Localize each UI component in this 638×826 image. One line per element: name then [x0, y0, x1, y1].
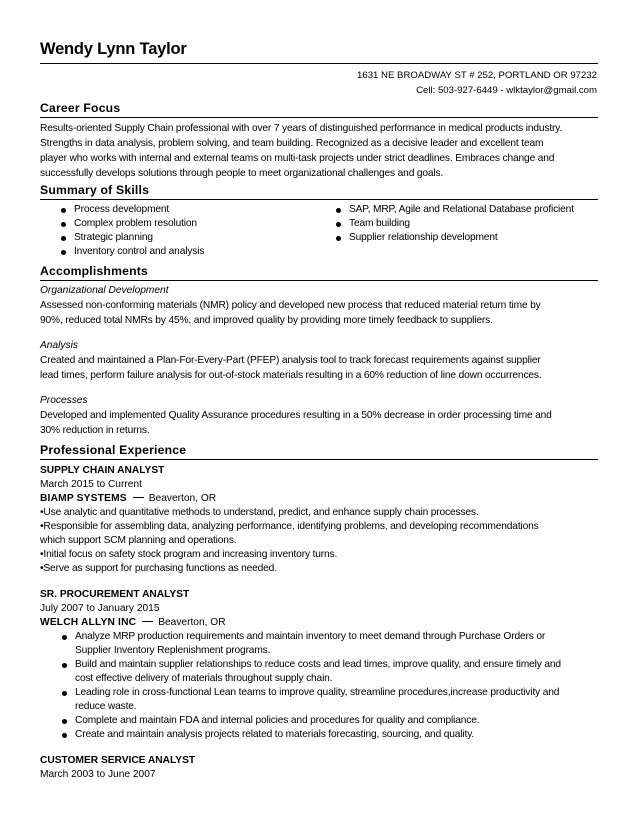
- job-bullet: Analyze MRP production requirements and maintain inventory to meet demand through Purchase Orders or Supplier Inventory Replenishment programs.: [40, 630, 598, 658]
- dash-separator: [142, 621, 153, 622]
- career-focus-text: [40, 118, 598, 181]
- section-heading-accomplishments: Accomplishments: [40, 264, 598, 281]
- experience-section: [40, 443, 598, 782]
- accomplishment-subheading: Organizational Development: [40, 285, 169, 296]
- address-line: 1631 NE BROADWAY ST # 252, PORTLAND OR 97232: [357, 70, 597, 81]
- bullet-icon: [61, 236, 66, 241]
- accomplishment-item: [40, 339, 598, 383]
- accomplishment-subheading: Processes: [40, 395, 88, 406]
- company-name: WELCH ALLYN INC: [40, 617, 137, 628]
- job-bullet: Leading role in cross-functional Lean teams to improve quality, streamline procedures,increase productivity and reduce waste.: [40, 686, 598, 714]
- contact-block: [357, 69, 597, 98]
- job-title: SUPPLY CHAIN ANALYST: [40, 465, 165, 476]
- job-company-line: [40, 616, 598, 630]
- bullet-icon: [336, 236, 341, 241]
- section-heading-skills: Summary of Skills: [40, 183, 598, 200]
- bullet-icon: [61, 250, 66, 255]
- accomplishment-item: [40, 394, 598, 438]
- job-duty-line: •Initial focus on safety stock program and increasing inventory turns.: [40, 549, 338, 560]
- company-location: Beaverton, OR: [148, 493, 217, 504]
- bullet-icon: [62, 635, 67, 640]
- job-dates: July 2007 to January 2015: [40, 603, 160, 614]
- job-duty-line: •Responsible for assembling data, analyzing performance, identifying problems, and developing recommendations: [40, 521, 539, 532]
- accomplishment-line: Created and maintained a Plan-For-Every-Part (PFEP) analysis tool to track forecast requirements against supplier: [40, 355, 541, 366]
- company-location: Beaverton, OR: [158, 617, 226, 628]
- bullet-icon: [62, 691, 67, 696]
- accomplishment-line: Assessed non-conforming materials (NMR) policy and developed new process that reduced material return time by: [40, 300, 541, 311]
- accomplishment-line: Developed and implemented Quality Assurance procedures resulting in a 50% decrease in order processing time and: [40, 410, 552, 421]
- job-dates: March 2003 to June 2007: [40, 769, 156, 780]
- career-focus-line: player who works with internal and external teams on multi-task projects under strict deadlines. Embraces change and: [40, 153, 555, 164]
- accomplishment-subheading: Analysis: [40, 340, 78, 351]
- skill-item: Inventory control and analysis: [40, 245, 330, 259]
- section-heading-experience: Professional Experience: [40, 443, 598, 460]
- job-bullet-list: [40, 630, 598, 742]
- skills-section: [40, 183, 598, 259]
- job-title: CUSTOMER SERVICE ANALYST: [40, 755, 196, 766]
- accomplishment-line: 90%, reduced total NMRs by 45%, and improved quality by providing more timely feedback to suppliers.: [40, 315, 493, 326]
- bullet-icon: [62, 663, 67, 668]
- accomplishment-line: lead times, perform failure analysis for out-of-stock materials resulting in a 60% reduction of line down occurrences.: [40, 370, 542, 381]
- career-focus-line: successfully develops solutions through people to meet organizational challenges and goals.: [40, 168, 444, 179]
- job-bullet: Create and maintain analysis projects related to materials forecasting, sourcing, and quality.: [40, 728, 598, 742]
- bullet-icon: [336, 222, 341, 227]
- job-dates: March 2015 to Current: [40, 479, 142, 490]
- section-heading-career-focus: Career Focus: [40, 101, 598, 118]
- job-entry: [40, 464, 598, 576]
- job-company-line: [40, 492, 598, 506]
- skill-item: SAP, MRP, Agile and Relational Database proficient: [330, 203, 598, 217]
- bullet-icon: [336, 208, 341, 213]
- job-duty-line: •Use analytic and quantitative methods to understand, predict, and enhance supply chain processes.: [40, 507, 479, 518]
- skills-columns: [40, 200, 598, 259]
- career-focus-line: Strengths in data analysis, problem solving, and team building. Recognized as a decisive leader and excellent team: [40, 138, 544, 149]
- skill-item: Supplier relationship development: [330, 231, 598, 245]
- skill-item: Strategic planning: [40, 231, 330, 245]
- candidate-name: Wendy Lynn Taylor: [40, 40, 187, 58]
- career-focus-section: [40, 101, 598, 181]
- bullet-icon: [61, 222, 66, 227]
- career-focus-line: Results-oriented Supply Chain professional with over 7 years of distinguished performance in medical products industry.: [40, 123, 563, 134]
- job-duty-line: •Serve as support for purchasing functions as needed.: [40, 563, 277, 574]
- bullet-icon: [62, 719, 67, 724]
- bullet-icon: [61, 208, 66, 213]
- company-name: BIAMP SYSTEMS: [40, 493, 127, 504]
- job-title: SR. PROCUREMENT ANALYST: [40, 589, 190, 600]
- skills-column-left: [40, 203, 330, 259]
- skills-column-right: [330, 203, 598, 259]
- skill-item: Complex problem resolution: [40, 217, 330, 231]
- job-entry: [40, 588, 598, 742]
- job-entry: [40, 754, 598, 782]
- accomplishment-item: [40, 284, 598, 328]
- accomplishment-line: 30% reduction in returns.: [40, 425, 150, 436]
- bullet-icon: [62, 733, 67, 738]
- header-divider: [40, 63, 598, 64]
- accomplishments-section: [40, 264, 598, 438]
- phone-email-line: Cell: 503-927-6449 - wlktaylor@gmail.com: [416, 84, 597, 96]
- skill-item: Team building: [330, 217, 598, 231]
- job-bullet: Build and maintain supplier relationships to reduce costs and lead times, improve quality, and ensure timely and cost effective delivery of materials throughout supply chain.: [40, 658, 598, 686]
- dash-separator: [133, 497, 144, 498]
- skill-item: Process development: [40, 203, 330, 217]
- job-duty-line: which support SCM planning and operations.: [40, 535, 237, 546]
- job-bullet: Complete and maintain FDA and internal policies and procedures for quality and compliance.: [40, 714, 598, 728]
